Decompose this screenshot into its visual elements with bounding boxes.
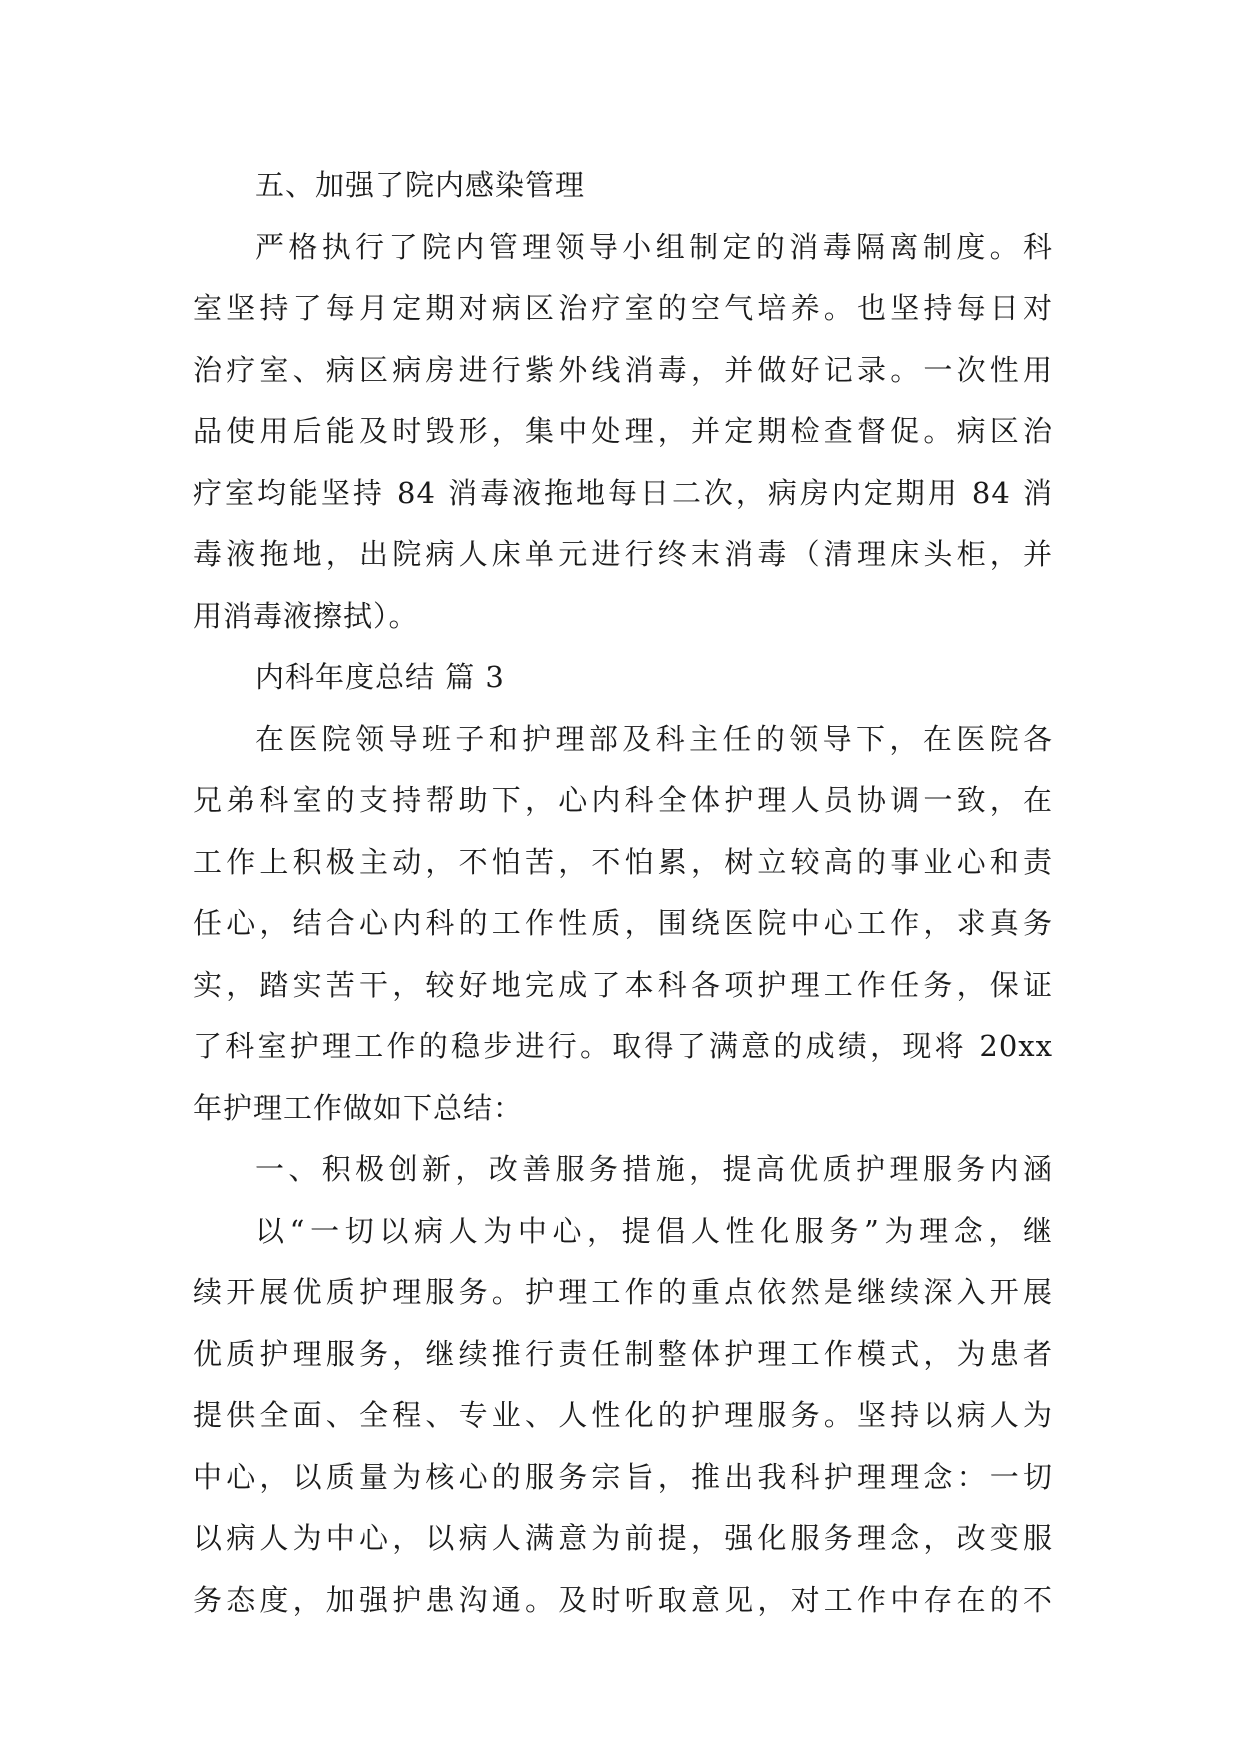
paragraph-line: 严格执行了院内管理领导小组制定的消毒隔离制度。科 (255, 229, 1053, 264)
paragraph-line: 提供全面、全程、专业、人性化的护理服务。坚持以病人为 (193, 1398, 1053, 1432)
paragraph-line: 疗室均能坚持 84 消毒液拖地每日二次，病房内定期用 84 消 (193, 475, 1053, 510)
paragraph-line: 以病人为中心，以病人满意为前提，强化服务理念，改变服 (193, 1521, 1053, 1555)
paragraph-line: 治疗室、病区病房进行紫外线消毒，并做好记录。一次性用 (193, 352, 1053, 387)
paragraph-line: 品使用后能及时毁形，集中处理，并定期检查督促。病区治 (193, 414, 1053, 448)
paragraph-line: 兄弟科室的支持帮助下，心内科全体护理人员协调一致，在 (193, 783, 1053, 817)
paragraph-line: 室坚持了每月定期对病区治疗室的空气培养。也坚持每日对 (193, 291, 1053, 325)
paragraph-line: 中心，以质量为核心的服务宗旨，推出我科护理理念：一切 (193, 1459, 1053, 1494)
document-body (193, 155, 1053, 1631)
paragraph-line: 以“一切以病人为中心，提倡人性化服务”为理念，继 (255, 1213, 1053, 1248)
paragraph-line: 任心，结合心内科的工作性质，围绕医院中心工作，求真务 (193, 906, 1053, 940)
paragraph-line: 续开展优质护理服务。护理工作的重点依然是继续深入开展 (193, 1275, 1053, 1309)
paragraph-line: 了科室护理工作的稳步进行。取得了满意的成绩，现将 20xx (193, 1029, 1053, 1063)
paragraph-line: 毒液拖地，出院病人床单元进行终末消毒（清理床头柜，并 (193, 537, 1053, 571)
paragraph-line: 工作上积极主动，不怕苦，不怕累，树立较高的事业心和责 (193, 844, 1053, 879)
paragraph-line: 优质护理服务，继续推行责任制整体护理工作模式，为患者 (193, 1336, 1053, 1371)
paragraph-line: 务态度，加强护患沟通。及时听取意见，对工作中存在的不 (193, 1582, 1053, 1617)
paragraph-line: 用消毒液擦拭）。 (193, 598, 419, 633)
section-heading-infection-control: 五、加强了院内感染管理 (255, 168, 586, 202)
paragraph-line: 在医院领导班子和护理部及科主任的领导下，在医院各 (255, 721, 1053, 756)
paragraph-line: 年护理工作做如下总结： (193, 1090, 524, 1125)
paragraph-line: 实，踏实苦干，较好地完成了本科各项护理工作任务，保证 (193, 967, 1053, 1002)
section-heading-innovation: 一、积极创新，改善服务措施，提高优质护理服务内涵 (255, 1152, 1053, 1186)
article-title: 内科年度总结 篇 3 (255, 660, 505, 694)
